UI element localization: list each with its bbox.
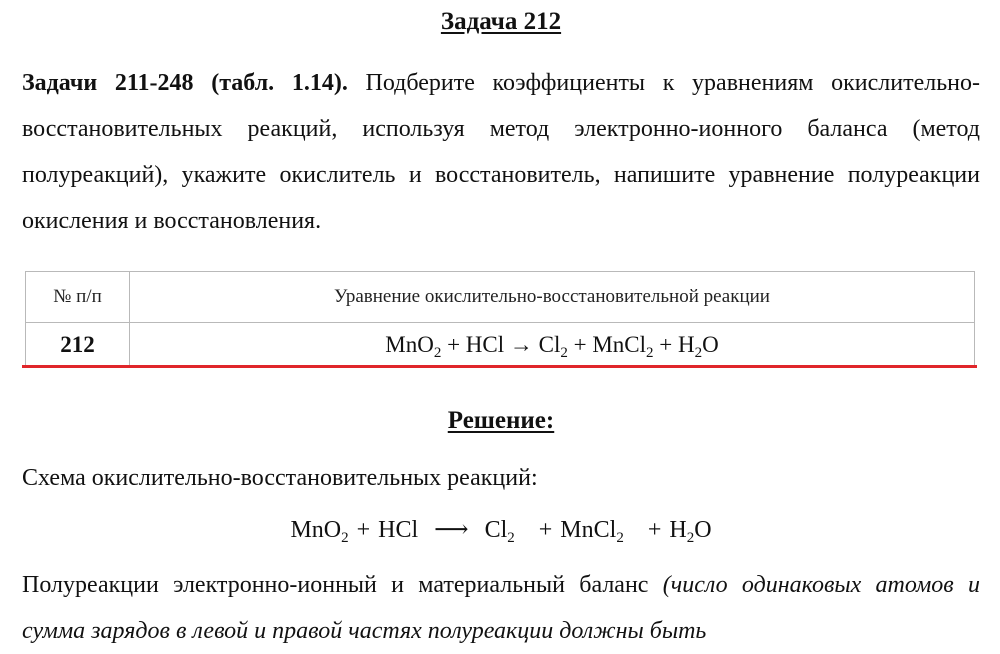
header-number: № п/п — [26, 272, 130, 323]
row-number: 212 — [26, 323, 130, 367]
table-row — [26, 323, 975, 367]
solution-heading: Решение: — [447, 407, 555, 434]
halfreaction-paragraph: Полуреакции электронно-ионный и материальный баланс (число одинаковых атомов и сумма зарядов в левой и правой частях полуреакции должны быть — [22, 572, 981, 644]
task-lead: Задачи 211-248 (табл. 1.14). — [22, 70, 348, 96]
task-text: Подберите коэффициенты к уравнениям окислительно-восстановительных реакций, используя метод электронно-ионного баланса (метод полуреакций), укажите окислитель и восстановитель, напишите уравнение полуреакции окисления и восстановления. — [22, 70, 980, 234]
page-title: Задача 212 — [440, 8, 562, 35]
reaction-arrow: ⟶ — [434, 517, 469, 543]
task-statement — [22, 60, 980, 244]
reaction-table — [25, 271, 975, 367]
red-underline — [22, 365, 977, 368]
document-page — [22, 0, 981, 644]
row-equation: MnO$_2$ + HCl → $Cl_2$ + MnCl$_2$ + $H_2O$ — [130, 323, 975, 367]
scheme-equation: MnO$_2$ + HCl ⟶ $Cl_2$ + MnCl$_2$ + $H_2O$ — [22, 513, 980, 547]
header-equation: Уравнение окислительно-восстановительной реакции — [130, 272, 975, 323]
scheme-label: Схема окислительно-восстановительных реакций: — [22, 465, 538, 491]
table-header-row — [26, 272, 975, 323]
